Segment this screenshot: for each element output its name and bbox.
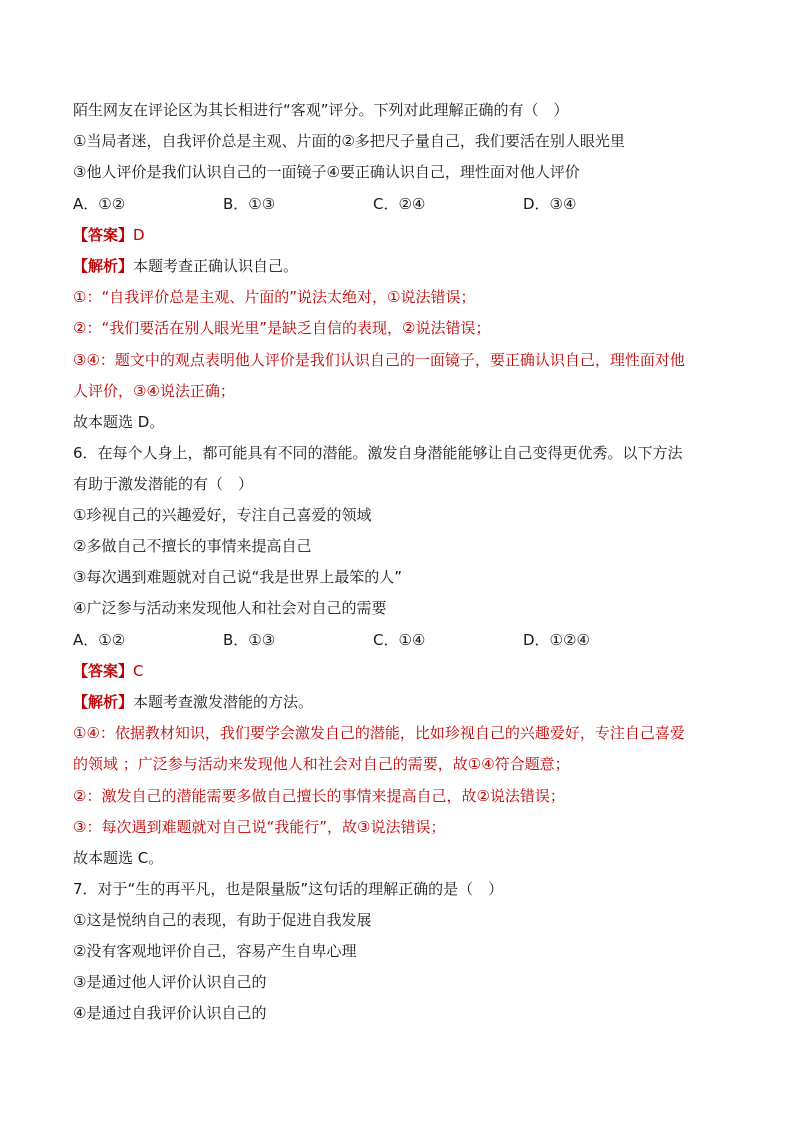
q5-options (73, 194, 733, 214)
q6-choice-2: ②多做自己不擅长的事情来提高自己 (73, 537, 312, 555)
q6-choice-1: ①珍视自己的兴趣爱好，专注自己喜爱的领域 (73, 506, 372, 524)
q6-option-b: B．①③ (223, 631, 276, 649)
q7-stem: 7．对于“生的再平凡，也是限量版”这句话的理解正确的是（ ） (73, 880, 504, 898)
q5-stem: 陌生网友在评论区为其长相进行“客观”评分。下列对此理解正确的有（ ） (73, 101, 569, 119)
analysis-intro: 本题考查正确认识自己。 (133, 257, 299, 275)
q5-option-d: D．③④ (523, 195, 577, 213)
analysis-label: 【解析】 (73, 257, 134, 275)
q7-choice-4: ④是通过自我评价认识自己的 (73, 1004, 267, 1022)
q6-analysis-line-1: ①④：依据教材知识，我们要学会激发自己的潜能，比如珍视自己的兴趣爱好，专注自己喜爱 (73, 724, 685, 742)
q6-stem-line-1: 6．在每个人身上，都可能具有不同的潜能。激发自身潜能能够让自己变得更优秀。以下方法 (73, 444, 683, 462)
q6-analysis-line-3: ②：激发自己的潜能需要多做自己擅长的事情来提高自己，故②说法错误； (73, 787, 565, 805)
q6-analysis-line-4: ③：每次遇到难题就对自己说“我能行”，故③说法错误； (73, 818, 446, 836)
q5-choice-row-2: ③他人评价是我们认识自己的一面镜子④要正确认识自己，理性面对他人评价 (73, 163, 580, 181)
q5-analysis-line-3: ③④：题文中的观点表明他人评价是我们认识自己的一面镜子，要正确认识自己，理性面对他 (73, 351, 685, 369)
answer-label: 【答案】 (73, 226, 134, 244)
analysis-intro: 本题考查激发潜能的方法。 (133, 693, 314, 711)
q5-conclusion: 故本题选 D。 (73, 413, 165, 431)
q7-choice-1: ①这是悦纳自己的表现，有助于促进自我发展 (73, 911, 372, 929)
q6-answer (73, 661, 733, 681)
analysis-label: 【解析】 (73, 693, 134, 711)
q5-analysis-line-4: 人评价，③④说法正确； (73, 382, 235, 400)
q5-analysis-line-1: ①：“自我评价总是主观、片面的”说法太绝对，①说法错误； (73, 288, 476, 306)
q6-options (73, 630, 733, 650)
answer-label: 【答案】 (73, 662, 134, 680)
q6-conclusion: 故本题选 C。 (73, 849, 164, 867)
q6-stem-line-2: 有助于激发潜能的有（ ） (73, 475, 254, 493)
q6-analysis-line-2: 的领域 ；广泛参与活动来发现他人和社会对自己的需要，故①④符合题意； (73, 755, 570, 773)
q7-choice-2: ②没有客观地评价自己，容易产生自卑心理 (73, 942, 357, 960)
q5-option-a: A．①② (73, 195, 126, 213)
q5-option-b: B．①③ (223, 195, 276, 213)
q6-choice-3: ③每次遇到难题就对自己说“我是世界上最笨的人” (73, 568, 402, 586)
answer-value: D (133, 226, 145, 244)
q5-option-c: C．②④ (373, 195, 426, 213)
q5-choice-row-1: ①当局者迷，自我评价总是主观、片面的②多把尺子量自己，我们要活在别人眼光里 (73, 132, 625, 150)
q7-choice-3: ③是通过他人评价认识自己的 (73, 973, 267, 991)
q5-answer (73, 225, 733, 245)
q5-analysis (73, 256, 733, 276)
q5-analysis-line-2: ②：“我们要活在别人眼光里”是缺乏自信的表现，②说法错误； (73, 319, 491, 337)
q6-option-a: A．①② (73, 631, 126, 649)
q6-option-d: D．①②④ (523, 631, 590, 649)
q6-analysis (73, 692, 733, 712)
answer-value: C (133, 662, 144, 680)
q6-option-c: C．①④ (373, 631, 426, 649)
q6-choice-4: ④广泛参与活动来发现他人和社会对自己的需要 (73, 599, 387, 617)
